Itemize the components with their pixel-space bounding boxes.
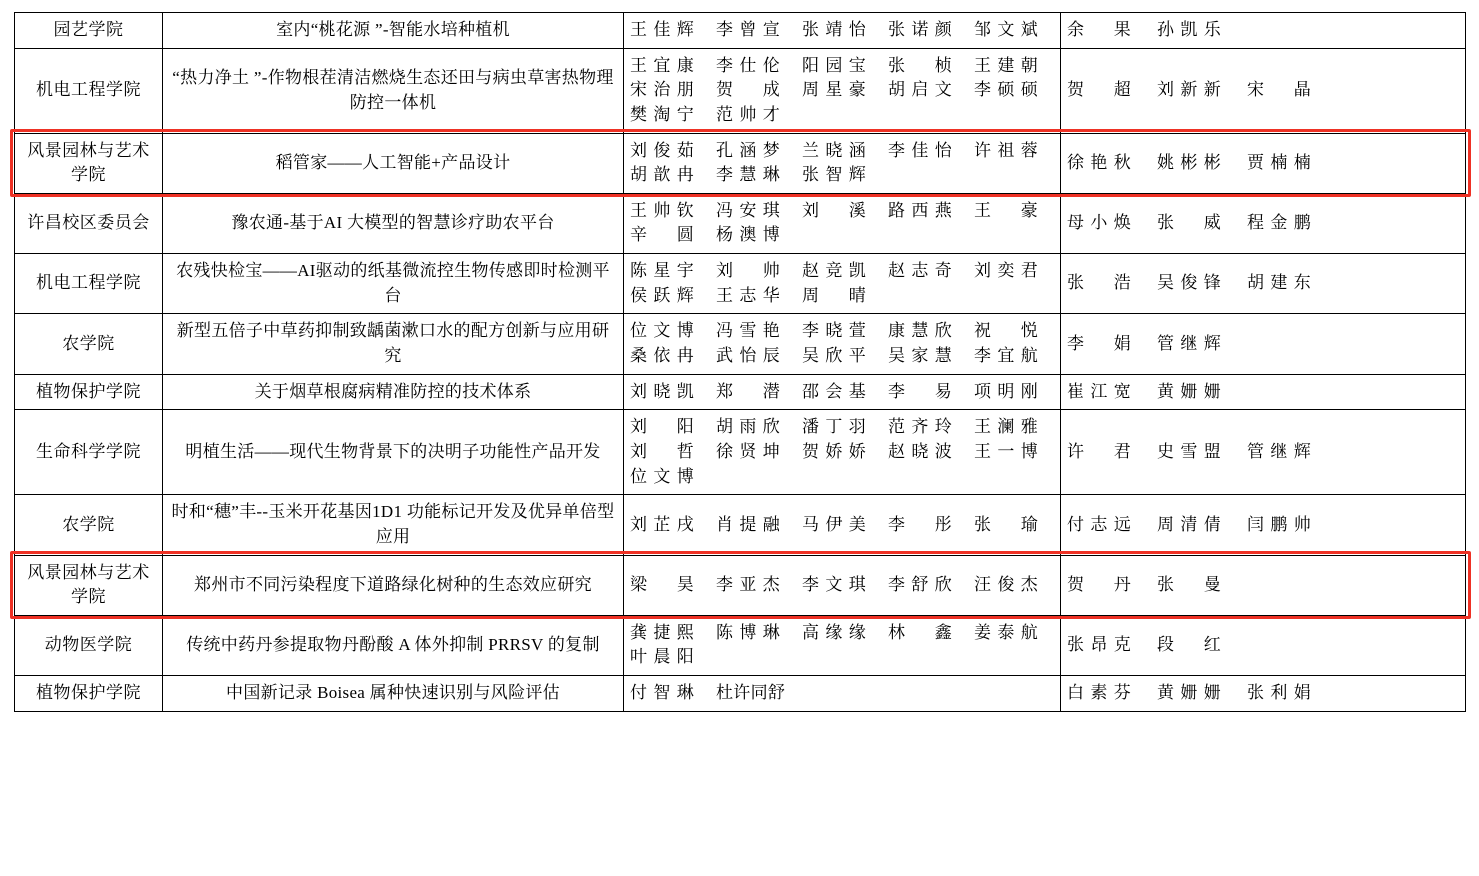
name-line (1067, 633, 1459, 658)
name-line (1067, 211, 1459, 236)
cell-members (624, 676, 1061, 712)
table-row (15, 13, 1466, 49)
cell-members (624, 495, 1061, 555)
table-body (15, 13, 1466, 712)
table-row (15, 193, 1466, 253)
person-name: 桑依冉 (630, 346, 694, 366)
name-line (630, 259, 1054, 284)
name-line (630, 78, 1054, 103)
name-line (630, 199, 1054, 224)
person-name: 梁 昊 (630, 574, 694, 594)
person-name: 项明刚 (974, 381, 1038, 401)
person-name: 张智辉 (802, 165, 866, 185)
person-name: 孔涵梦 (716, 140, 780, 160)
table-row (15, 133, 1466, 193)
name-line (1067, 78, 1459, 103)
name-line (1067, 151, 1459, 176)
table-row (15, 254, 1466, 314)
person-name: 路西燕 (888, 200, 952, 220)
person-name: 胡建东 (1247, 273, 1311, 293)
name-line (1067, 440, 1459, 465)
name-line (630, 103, 1054, 128)
cell-project-title: 新型五倍子中草药抑制致龋菌漱口水的配方创新与应用研究 (163, 314, 624, 374)
person-name: 马伊美 (802, 514, 866, 534)
name-line (630, 319, 1054, 344)
person-name: 郑 潜 (716, 381, 780, 401)
person-name: 李佳怡 (888, 140, 952, 160)
person-name: 李 彤 (888, 514, 952, 534)
cell-advisors (1061, 254, 1466, 314)
person-name: 刘 哲 (630, 441, 694, 461)
person-name: 许 君 (1067, 441, 1131, 461)
name-line (630, 223, 1054, 248)
cell-project-title: 农残快检宝——AI驱动的纸基微流控生物传感即时检测平台 (163, 254, 624, 314)
cell-college: 植物保护学院 (15, 676, 163, 712)
person-name: 周星豪 (802, 80, 866, 100)
person-name: 邹文斌 (974, 20, 1038, 39)
person-name: 白素芬 (1067, 683, 1131, 703)
name-line (1067, 18, 1459, 43)
name-line (630, 573, 1054, 598)
cell-members (624, 254, 1061, 314)
cell-members (624, 374, 1061, 410)
cell-advisors (1061, 555, 1466, 615)
person-name: 周清倩 (1157, 514, 1221, 534)
cell-members (624, 133, 1061, 193)
person-name: 刘晓凯 (630, 381, 694, 401)
person-name: 刘奕君 (974, 261, 1038, 281)
name-line (1067, 380, 1459, 405)
cell-project-title: 稻管家——人工智能+产品设计 (163, 133, 624, 193)
name-line (630, 139, 1054, 164)
cell-advisors (1061, 133, 1466, 193)
cell-members (624, 314, 1061, 374)
cell-college: 许昌校区委员会 (15, 193, 163, 253)
person-name: 许祖蓉 (974, 140, 1038, 160)
person-name: 王帅钦 (630, 200, 694, 220)
person-name: 刘俊茹 (630, 140, 694, 160)
cell-college: 风景园林与艺术学院 (15, 555, 163, 615)
cell-college: 生命科学学院 (15, 410, 163, 495)
person-name: 刘新新 (1157, 80, 1221, 100)
table-row (15, 676, 1466, 712)
person-name: 张诺颜 (888, 20, 952, 39)
person-name: 赵竞凯 (802, 261, 866, 281)
person-name: 吴家慧 (888, 346, 952, 366)
person-name: 王 豪 (974, 200, 1038, 220)
person-name: 王建朝 (974, 55, 1038, 75)
person-name: 余 果 (1067, 20, 1131, 39)
cell-project-title: 中国新记录 Boisea 属种快速识别与风险评估 (163, 676, 624, 712)
person-name: 程金鹏 (1247, 213, 1311, 233)
person-name: 武怡辰 (716, 346, 780, 366)
person-name: 邵会基 (802, 381, 866, 401)
cell-project-title: 传统中药丹参提取物丹酚酸 A 体外抑制 PRRSV 的复制 (163, 615, 624, 675)
cell-members (624, 13, 1061, 49)
person-name: 管继辉 (1157, 333, 1221, 353)
cell-members (624, 48, 1061, 133)
cell-project-title: 关于烟草根腐病精准防控的技术体系 (163, 374, 624, 410)
table-row (15, 410, 1466, 495)
person-name: 贾楠楠 (1247, 152, 1311, 172)
person-name: 张 威 (1157, 213, 1221, 233)
name-line (630, 163, 1054, 188)
name-line (1067, 573, 1459, 598)
cell-project-title: 豫农通-基于AI 大模型的智慧诊疗助农平台 (163, 193, 624, 253)
cell-advisors (1061, 13, 1466, 49)
person-name: 位文博 (630, 466, 694, 486)
person-name: 赵志奇 (888, 261, 952, 281)
name-line (630, 513, 1054, 538)
person-name: 崔江宽 (1067, 381, 1131, 401)
person-name: 冯雪艳 (716, 321, 780, 341)
person-name: 范帅才 (716, 104, 780, 124)
person-name: 贺 成 (716, 80, 780, 100)
person-name: 杨澳博 (716, 225, 780, 245)
cell-advisors (1061, 495, 1466, 555)
person-name: 张 曼 (1157, 574, 1221, 594)
person-name: 李慧琳 (716, 165, 780, 185)
cell-college: 农学院 (15, 314, 163, 374)
person-name: 刘 阳 (630, 417, 694, 437)
cell-advisors (1061, 374, 1466, 410)
person-name: 宋治朋 (630, 80, 694, 100)
person-name: 李宜航 (974, 346, 1038, 366)
name-line (630, 54, 1054, 79)
person-name: 刘 帅 (716, 261, 780, 281)
person-name: 贺娇娇 (802, 441, 866, 461)
person-name: 李舒欣 (888, 574, 952, 594)
person-name: 周晴 (802, 285, 866, 305)
person-name: 刘芷戌 (630, 514, 694, 534)
cell-advisors (1061, 676, 1466, 712)
person-name: 付智琳 (630, 683, 694, 703)
person-name: 张昂克 (1067, 635, 1131, 655)
name-line (630, 645, 1054, 670)
person-name: 李仕伦 (716, 55, 780, 75)
person-name: 徐艳秋 (1067, 152, 1131, 172)
cell-college: 园艺学院 (15, 13, 163, 49)
person-name: 肖提融 (716, 514, 780, 534)
person-name: 王志华 (716, 285, 780, 305)
person-name: 林 鑫 (888, 622, 952, 642)
name-line (630, 681, 1054, 706)
person-name: 陈星宇 (630, 261, 694, 281)
person-name: 吴俊锋 (1157, 273, 1221, 293)
person-name: 陈博琳 (716, 622, 780, 642)
name-line (630, 18, 1054, 43)
person-name: 李亚杰 (716, 574, 780, 594)
person-name: 张靖怡 (802, 20, 866, 39)
person-name: 兰晓涵 (802, 140, 866, 160)
person-name: 徐贤坤 (716, 441, 780, 461)
person-name: 李文琪 (802, 574, 866, 594)
cell-members (624, 615, 1061, 675)
person-name: 康慧欣 (888, 321, 952, 341)
person-name: 胡歆冉 (630, 165, 694, 185)
person-name: 母小焕 (1067, 213, 1131, 233)
name-line (630, 344, 1054, 369)
name-line (630, 440, 1054, 465)
name-line (1067, 271, 1459, 296)
name-line (630, 284, 1054, 309)
cell-project-title: “热力净土 ”-作物根茬清洁燃烧生态还田与病虫草害热物理防控一体机 (163, 48, 624, 133)
cell-members (624, 193, 1061, 253)
cell-project-title: 明植生活——现代生物背景下的决明子功能性产品开发 (163, 410, 624, 495)
person-name: 段 红 (1157, 635, 1221, 655)
person-name: 范齐玲 (888, 417, 952, 437)
cell-advisors (1061, 193, 1466, 253)
person-name: 闫鹏帅 (1247, 514, 1311, 534)
name-line (630, 415, 1054, 440)
person-name: 姜泰航 (974, 622, 1038, 642)
cell-project-title: 郑州市不同污染程度下道路绿化树种的生态效应研究 (163, 555, 624, 615)
cell-college: 机电工程学院 (15, 48, 163, 133)
person-name: 刘 溪 (802, 200, 866, 220)
person-name: 姚彬彬 (1157, 152, 1221, 172)
name-line (630, 621, 1054, 646)
cell-college: 机电工程学院 (15, 254, 163, 314)
person-name: 樊淘宁 (630, 104, 694, 124)
cell-college: 风景园林与艺术学院 (15, 133, 163, 193)
person-name: 宋 晶 (1247, 80, 1311, 100)
person-name: 付志远 (1067, 514, 1131, 534)
person-name: 贺 丹 (1067, 574, 1131, 594)
cell-members (624, 410, 1061, 495)
person-name: 辛 圆 (630, 225, 694, 245)
table-row (15, 374, 1466, 410)
person-name: 张 瑜 (974, 514, 1038, 534)
person-name: 李曾宣 (716, 20, 780, 39)
person-name: 管继辉 (1247, 441, 1311, 461)
person-name: 叶晨阳 (630, 647, 694, 667)
person-name: 胡启文 (888, 80, 952, 100)
person-name: 冯安琪 (716, 200, 780, 220)
person-name: 胡雨欣 (716, 417, 780, 437)
cell-college: 动物医学院 (15, 615, 163, 675)
table-row (15, 615, 1466, 675)
name-line (1067, 513, 1459, 538)
person-name: 李 娟 (1067, 333, 1131, 353)
person-name: 张利娟 (1247, 683, 1311, 703)
table-row (15, 495, 1466, 555)
person-name: 李硕硕 (974, 80, 1038, 100)
person-name: 祝 悦 (974, 321, 1038, 341)
person-name: 杜许同舒 (716, 683, 786, 703)
person-name: 阳园宝 (802, 55, 866, 75)
cell-project-title: 室内“桃花源 ”-智能水培种植机 (163, 13, 624, 49)
person-name: 张 浩 (1067, 273, 1131, 293)
cell-advisors (1061, 314, 1466, 374)
person-name: 王澜雅 (974, 417, 1038, 437)
person-name: 张 桢 (888, 55, 952, 75)
person-name: 贺 超 (1067, 80, 1131, 100)
table-row (15, 314, 1466, 374)
person-name: 赵晓波 (888, 441, 952, 461)
person-name: 吴欣平 (802, 346, 866, 366)
person-name: 李 易 (888, 381, 952, 401)
name-line (630, 380, 1054, 405)
name-line (1067, 332, 1459, 357)
name-line (1067, 681, 1459, 706)
name-line (630, 465, 1054, 490)
person-name: 黄姗姗 (1157, 381, 1221, 401)
cell-college: 农学院 (15, 495, 163, 555)
person-name: 孙凯乐 (1157, 20, 1221, 39)
cell-college: 植物保护学院 (15, 374, 163, 410)
table-row (15, 555, 1466, 615)
person-name: 黄姗姗 (1157, 683, 1221, 703)
person-name: 史雪盟 (1157, 441, 1221, 461)
cell-advisors (1061, 48, 1466, 133)
cell-advisors (1061, 410, 1466, 495)
cell-project-title: 时和“穗”丰--玉米开花基因1D1 功能标记开发及优异单倍型应用 (163, 495, 624, 555)
cell-advisors (1061, 615, 1466, 675)
person-name: 王一博 (974, 441, 1038, 461)
person-name: 王佳辉 (630, 20, 694, 39)
person-name: 高缘缘 (802, 622, 866, 642)
person-name: 侯跃辉 (630, 285, 694, 305)
cell-members (624, 555, 1061, 615)
table-row (15, 48, 1466, 133)
person-name: 汪俊杰 (974, 574, 1038, 594)
person-name: 王宜康 (630, 55, 694, 75)
projects-table (14, 12, 1466, 712)
person-name: 潘丁羽 (802, 417, 866, 437)
person-name: 李晓萱 (802, 321, 866, 341)
person-name: 龚捷熙 (630, 622, 694, 642)
person-name: 位文博 (630, 321, 694, 341)
